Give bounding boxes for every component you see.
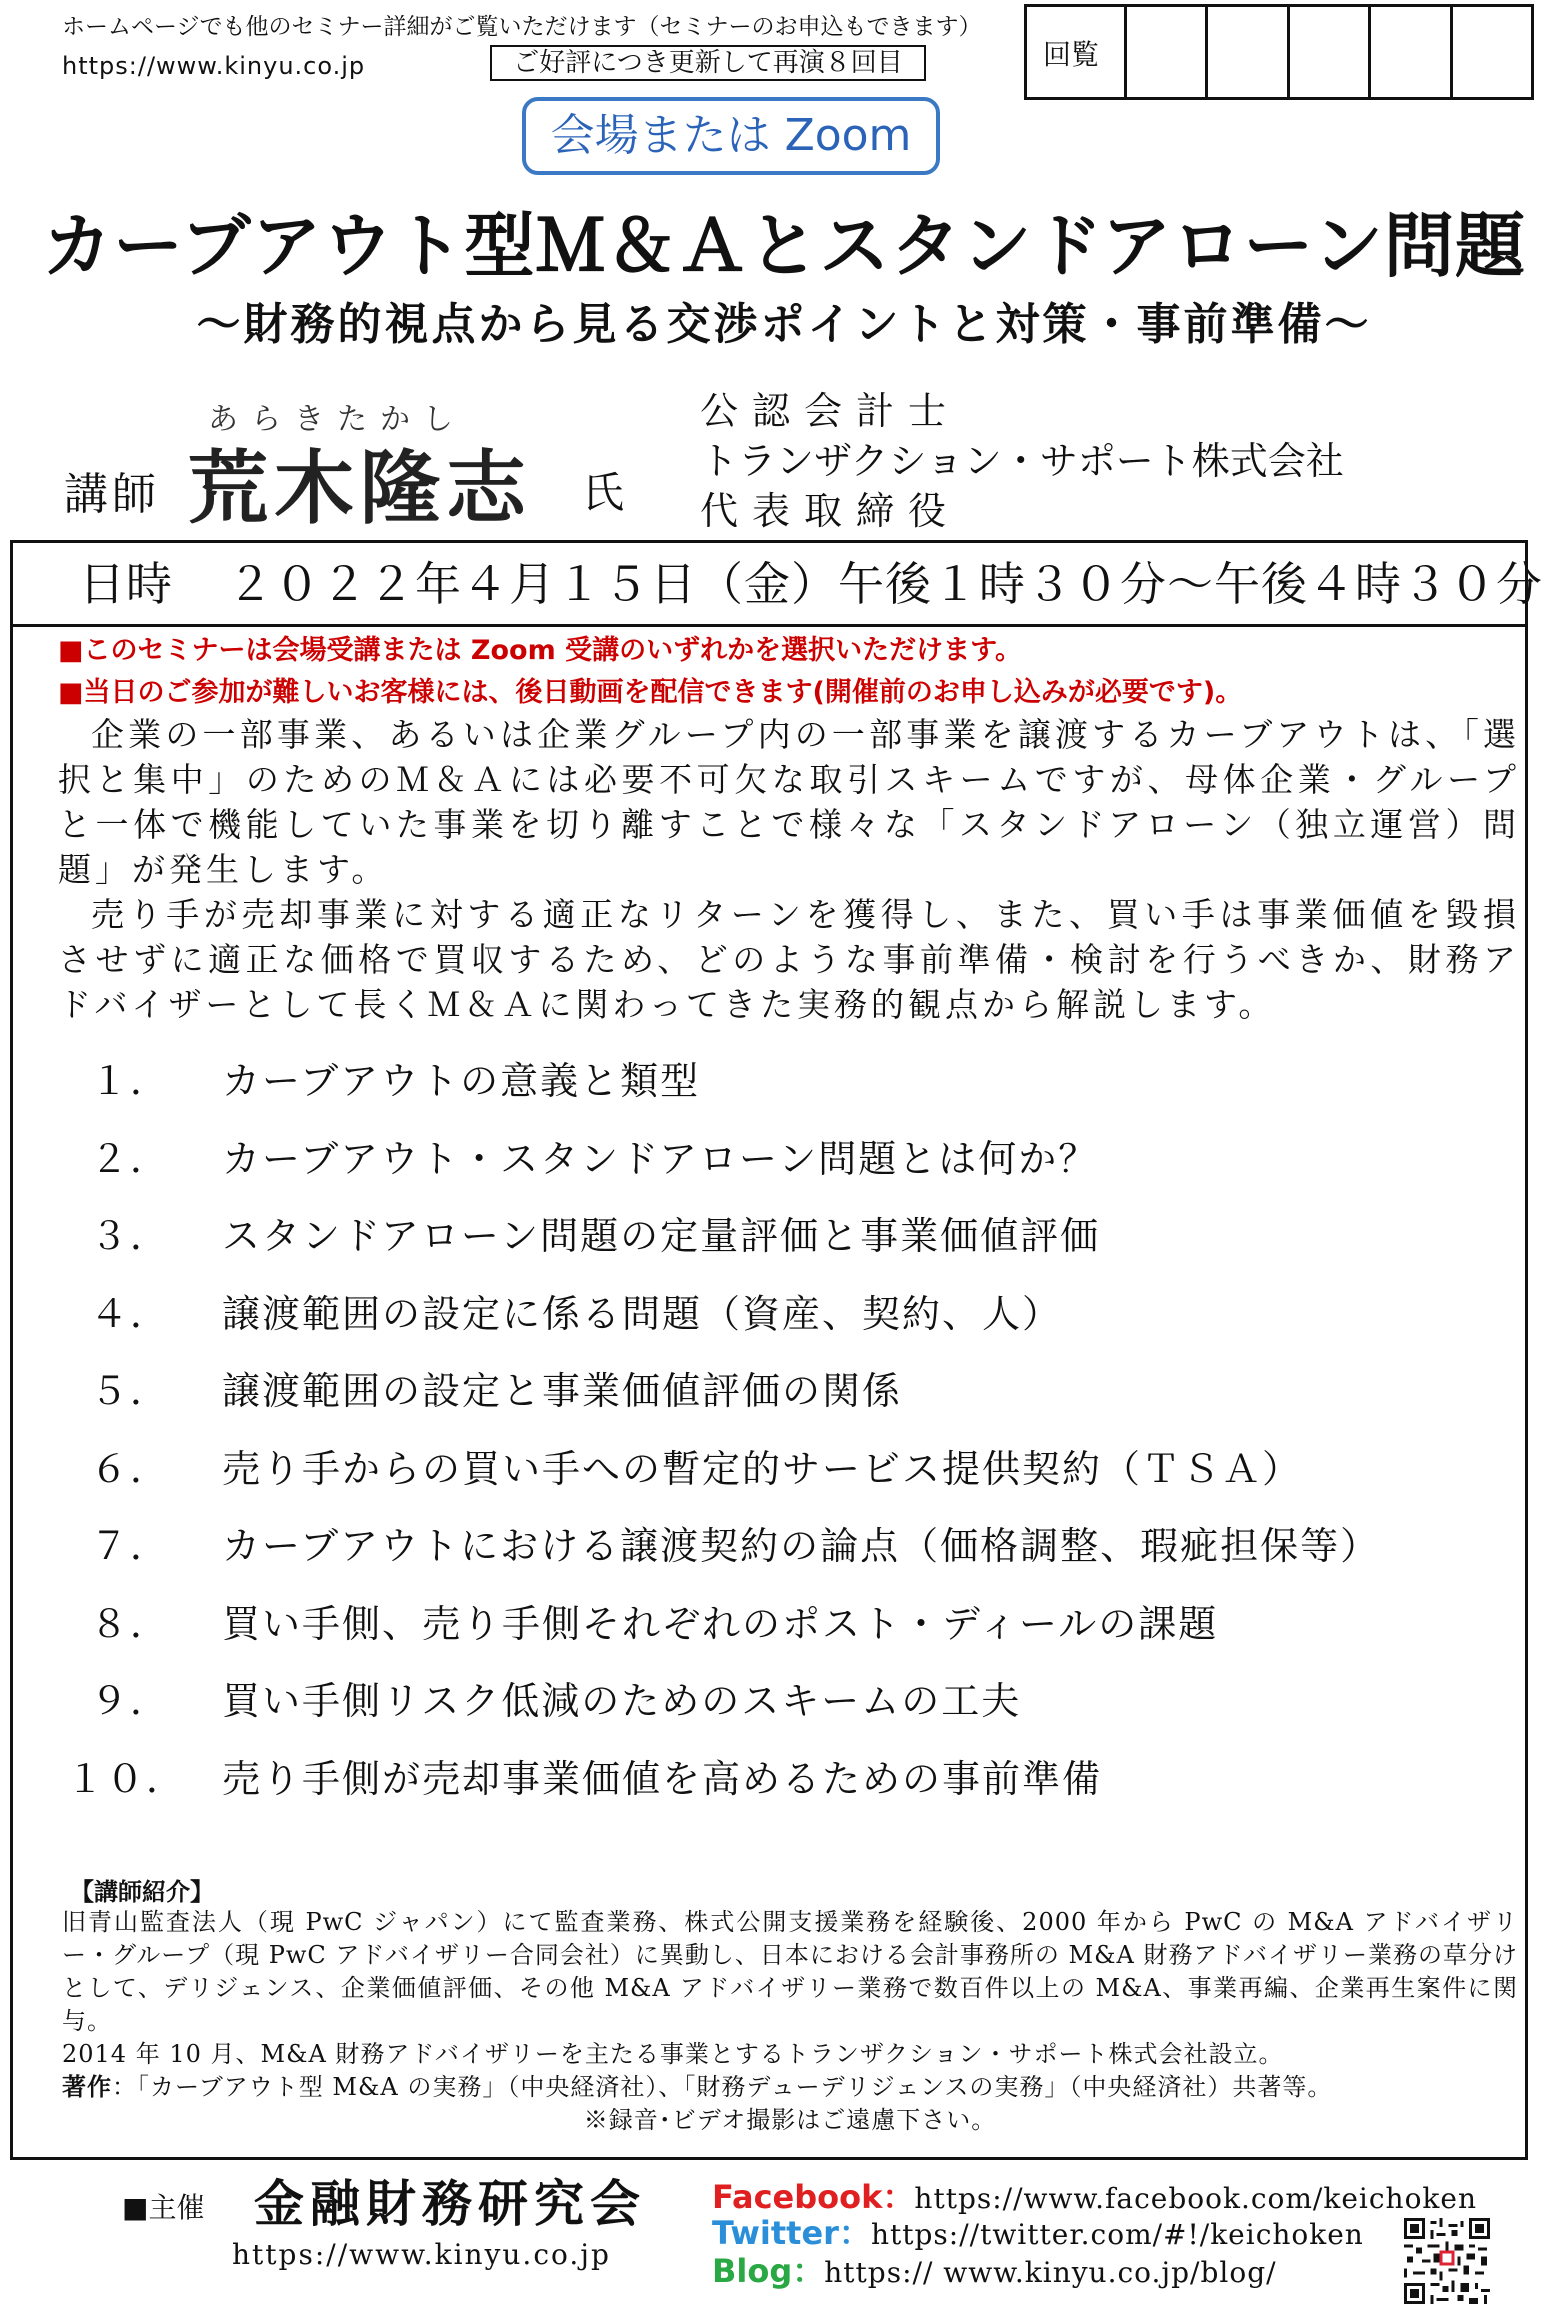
affiliation-line: トランザクション・サポート株式会社 (700, 439, 1344, 483)
topic-text: カーブアウトの意義と類型 (222, 1059, 701, 1103)
circulation-cell (1453, 7, 1531, 97)
list-item (66, 1128, 1380, 1206)
homepage-note: ホームページでも他のセミナー詳細がご覧いただけます（セミナーのお申込もできます） (62, 14, 982, 40)
date-value: ２０２２年４月１５日（金）午後１時３０分～午後４時３０分 (227, 557, 1543, 611)
circulation-cell (1208, 7, 1289, 97)
works-text: ：「カーブアウト型 M&A の実務」（中央経済社）、「財務デューデリジェンスの実務」（中央経済社）共著等。 (112, 2073, 1333, 2101)
topic-number: ５． (89, 1369, 170, 1413)
topic-text: 買い手側リスク低減のためのスキームの工夫 (222, 1679, 1022, 1723)
topic-text: カーブアウト・スタンドアローン問題とは何か？ (222, 1136, 1099, 1181)
bio-paragraph: 旧青山監査法人（現 PwC ジャパン）にて監査業務、株式公開支援業務を経験後、2000 年から PwC の M&A アドバイザリー・グループ（現 PwC アドバイザリー合同会社）に異動し、日本における会計事務所の M&A 財務アドバイザリー業務の草分けとして、デリジェンス、企業価値評価、その他 M&A アドバイザリー業務で数百件以上の M&A、事業再編、企業再生案件に関与。 (62, 1908, 1518, 2035)
description-paragraph: 売り手が売却事業に対する適正なリターンを獲得し、また、買い手は事業価値を毀損させずに適正な価格で買収するため、どのような事前準備・検討を行うべきか、財務アドバイザーとして長くＭ＆Ａに関わってきた実務的観点から解説します。 (58, 895, 1520, 1024)
topic-number: ２． (89, 1136, 170, 1181)
description-paragraph: 企業の一部事業、あるいは企業グループ内の一部事業を譲渡するカーブアウトは、「選択と集中」のためのＭ＆Ａには必要不可欠な取引スキームですが、母体企業・グループと一体で機能していた事業を切り離すことで様々な「スタンドアローン（独立運営）問題」が発生します。 (58, 715, 1520, 889)
list-item (66, 1748, 1380, 1826)
qr-code-icon[interactable] (1404, 2218, 1490, 2304)
lecturer-name-ruby: あらきたかし (208, 402, 466, 437)
facebook-label: Facebook： (712, 2178, 915, 2216)
twitter-url[interactable]: https://twitter.com/#!/keichoken (870, 2218, 1364, 2251)
affiliation-line: 公認会計士 (700, 389, 961, 433)
circulation-label: 回覧 (1027, 7, 1127, 97)
list-item (66, 1670, 1380, 1748)
date-row (13, 543, 1543, 627)
notice-zoom: ■このセミナーは会場受講または Zoom 受講のいずれかを選択いただけます。 (58, 635, 1022, 666)
list-item (66, 1205, 1380, 1283)
topic-number: ９． (89, 1679, 170, 1723)
list-item (66, 1438, 1380, 1516)
list-item (66, 1515, 1380, 1593)
topic-text: カーブアウトにおける譲渡契約の論点（価格調整、瑕疵担保等） (222, 1524, 1381, 1568)
works-label: 著作 (62, 2073, 112, 2101)
topic-number: ８． (89, 1601, 170, 1646)
affiliation-line: 代表取締役 (700, 489, 961, 533)
circulation-cell (1290, 7, 1371, 97)
bio-works (62, 2071, 1518, 2104)
list-item (66, 1283, 1380, 1361)
topic-text: 売り手側が売却事業価値を高めるための事前準備 (222, 1756, 1103, 1801)
lecturer-label: 講師 (64, 469, 160, 520)
blog-label: Blog： (712, 2252, 825, 2290)
recording-note: ※録音･ビデオ撮影はご遠慮下さい。 (583, 2106, 997, 2134)
lecturer-name: 荒木隆志 (188, 442, 532, 535)
topic-text: 譲渡範囲の設定に係る問題（資産、契約、人） (222, 1291, 1063, 1336)
lecturer-bio (62, 1906, 1518, 2137)
organizer-label: ■主催 (122, 2191, 205, 2224)
topic-number: ３． (89, 1214, 170, 1258)
blog-link[interactable] (712, 2246, 1277, 2292)
topic-text: 譲渡範囲の設定と事業価値評価の関係 (222, 1369, 903, 1413)
organizer-name: 金融財務研究会 (254, 2175, 646, 2233)
notice-video: ■当日のご参加が難しいお客様には、後日動画を配信できます(開催前のお申し込みが必要です)。 (58, 677, 1243, 708)
topic-number: ７． (89, 1524, 170, 1568)
rerun-note: ご好評につき更新して再演８回目 (490, 45, 926, 81)
list-item (66, 1593, 1380, 1671)
venue-badge: 会場または Zoom (522, 97, 940, 175)
bio-heading: 【講師紹介】 (70, 1878, 214, 1906)
seminar-subtitle: ～財務的視点から見る交渉ポイントと対策・事前準備～ (196, 299, 1372, 350)
bio-paragraph: 2014 年 10 月、M&A 財務アドバイザリーを主たる事業とするトランザクション・サポート株式会社設立。 (62, 2040, 1284, 2068)
seminar-description (58, 712, 1520, 1027)
circulation-box (1024, 4, 1534, 100)
topic-number: ４． (89, 1291, 170, 1336)
twitter-label: Twitter： (712, 2214, 871, 2252)
organizer-url-link[interactable]: https://www.kinyu.co.jp (232, 2238, 611, 2271)
topic-number: １． (89, 1059, 170, 1103)
header-url-link[interactable]: https://www.kinyu.co.jp (62, 52, 366, 80)
list-item (66, 1360, 1380, 1438)
topic-list (66, 1050, 1380, 1825)
topic-text: スタンドアローン問題の定量評価と事業価値評価 (222, 1214, 1101, 1258)
date-label: 日時 (79, 557, 173, 611)
lecturer-affiliation (700, 386, 1344, 536)
circulation-cell (1371, 7, 1452, 97)
topic-text: 買い手側、売り手側それぞれのポスト・ディールの課題 (222, 1601, 1219, 1646)
lecturer-honorific: 氏 (582, 468, 625, 517)
facebook-url[interactable]: https://www.facebook.com/keichoken (914, 2182, 1478, 2215)
seminar-title: カーブアウト型Ｍ＆Ａとスタンドアローン問題 (42, 205, 1526, 287)
blog-url[interactable]: https:// www.kinyu.co.jp/blog/ (824, 2256, 1277, 2289)
topic-number: ６． (89, 1446, 170, 1491)
circulation-cell (1127, 7, 1208, 97)
topic-number: １０． (66, 1756, 187, 1801)
topic-text: 売り手からの買い手への暫定的サービス提供契約（ＴＳＡ） (222, 1446, 1303, 1491)
list-item (66, 1050, 1380, 1128)
